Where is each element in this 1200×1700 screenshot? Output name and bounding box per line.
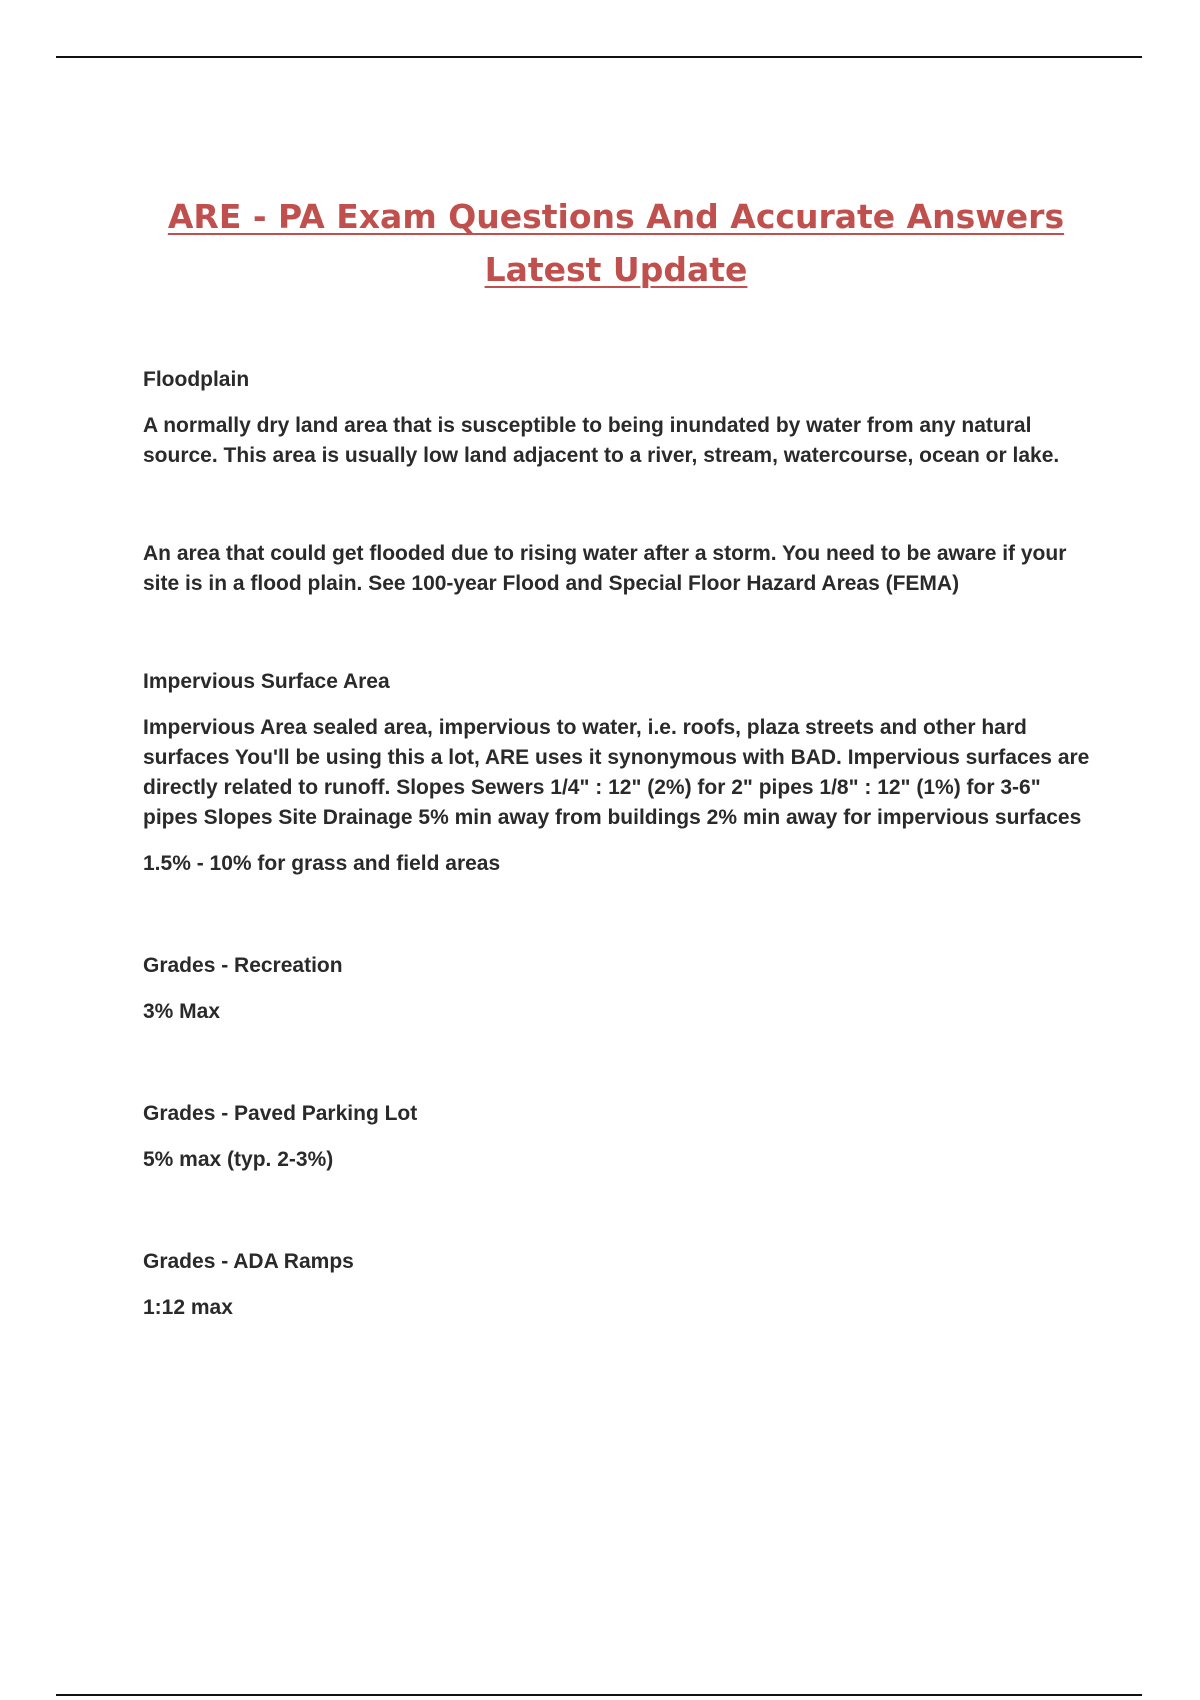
- definition-floodplain: A normally dry land area that is susceptible to being inundated by water from any natural source. This area is usually low land adjacent to a river, stream, watercourse, ocean or lake.: [143, 414, 1060, 467]
- term-grades-ada-ramps: Grades - ADA Ramps: [143, 1250, 354, 1273]
- term-grades-recreation: Grades - Recreation: [143, 954, 343, 977]
- top-rule: [56, 56, 1142, 58]
- term-floodplain: Floodplain: [143, 368, 250, 391]
- document-title: [120, 190, 1112, 296]
- spacer: [143, 471, 1093, 539]
- spacer: [143, 879, 1093, 951]
- definition-grades-recreation: 3% Max: [143, 1000, 221, 1023]
- spacer: [143, 1027, 1093, 1099]
- entry-impervious-surface-area: [143, 667, 1093, 879]
- entry-floodplain-alt: [143, 539, 1093, 599]
- term-impervious-surface-area: Impervious Surface Area: [143, 670, 390, 693]
- spacer: [143, 1175, 1093, 1247]
- definition-floodplain-alt: An area that could get flooded due to rising water after a storm. You need to be aware if your site is in a flood plain. See 100-year Flood and Special Floor Hazard Areas (FEMA): [143, 542, 1067, 595]
- spacer: [143, 599, 1093, 667]
- title-line-1: ARE - PA Exam Questions And Accurate Answers: [167, 197, 1065, 236]
- document-body: [143, 365, 1093, 1323]
- entry-grades-ada-ramps: [143, 1247, 1093, 1323]
- definition-grades-ada-ramps: 1:12 max: [143, 1296, 233, 1319]
- term-grades-paved-parking-lot: Grades - Paved Parking Lot: [143, 1102, 418, 1125]
- title-line-2: Latest Update: [484, 250, 748, 289]
- entry-floodplain: [143, 365, 1093, 471]
- bottom-rule: [56, 1694, 1142, 1696]
- entry-grades-paved-parking-lot: [143, 1099, 1093, 1175]
- definition-impervious-surface-area: Impervious Area sealed area, impervious to water, i.e. roofs, plaza streets and other hard surfaces You'll be using this a lot, ARE uses it synonymous with BAD. Impervious surfaces are directly related to runoff. Slopes Sewers 1/4" : 12" (2%) for 2" pipes 1/8" : 12" (1%) for 3-6" pipes Slopes Site Drainage 5% min away from buildings 2% min away for impervious surfaces: [143, 716, 1090, 829]
- entry-grades-recreation: [143, 951, 1093, 1027]
- definition-grades-paved-parking-lot: 5% max (typ. 2-3%): [143, 1148, 334, 1171]
- definition-grass-field-areas: 1.5% - 10% for grass and field areas: [143, 852, 501, 875]
